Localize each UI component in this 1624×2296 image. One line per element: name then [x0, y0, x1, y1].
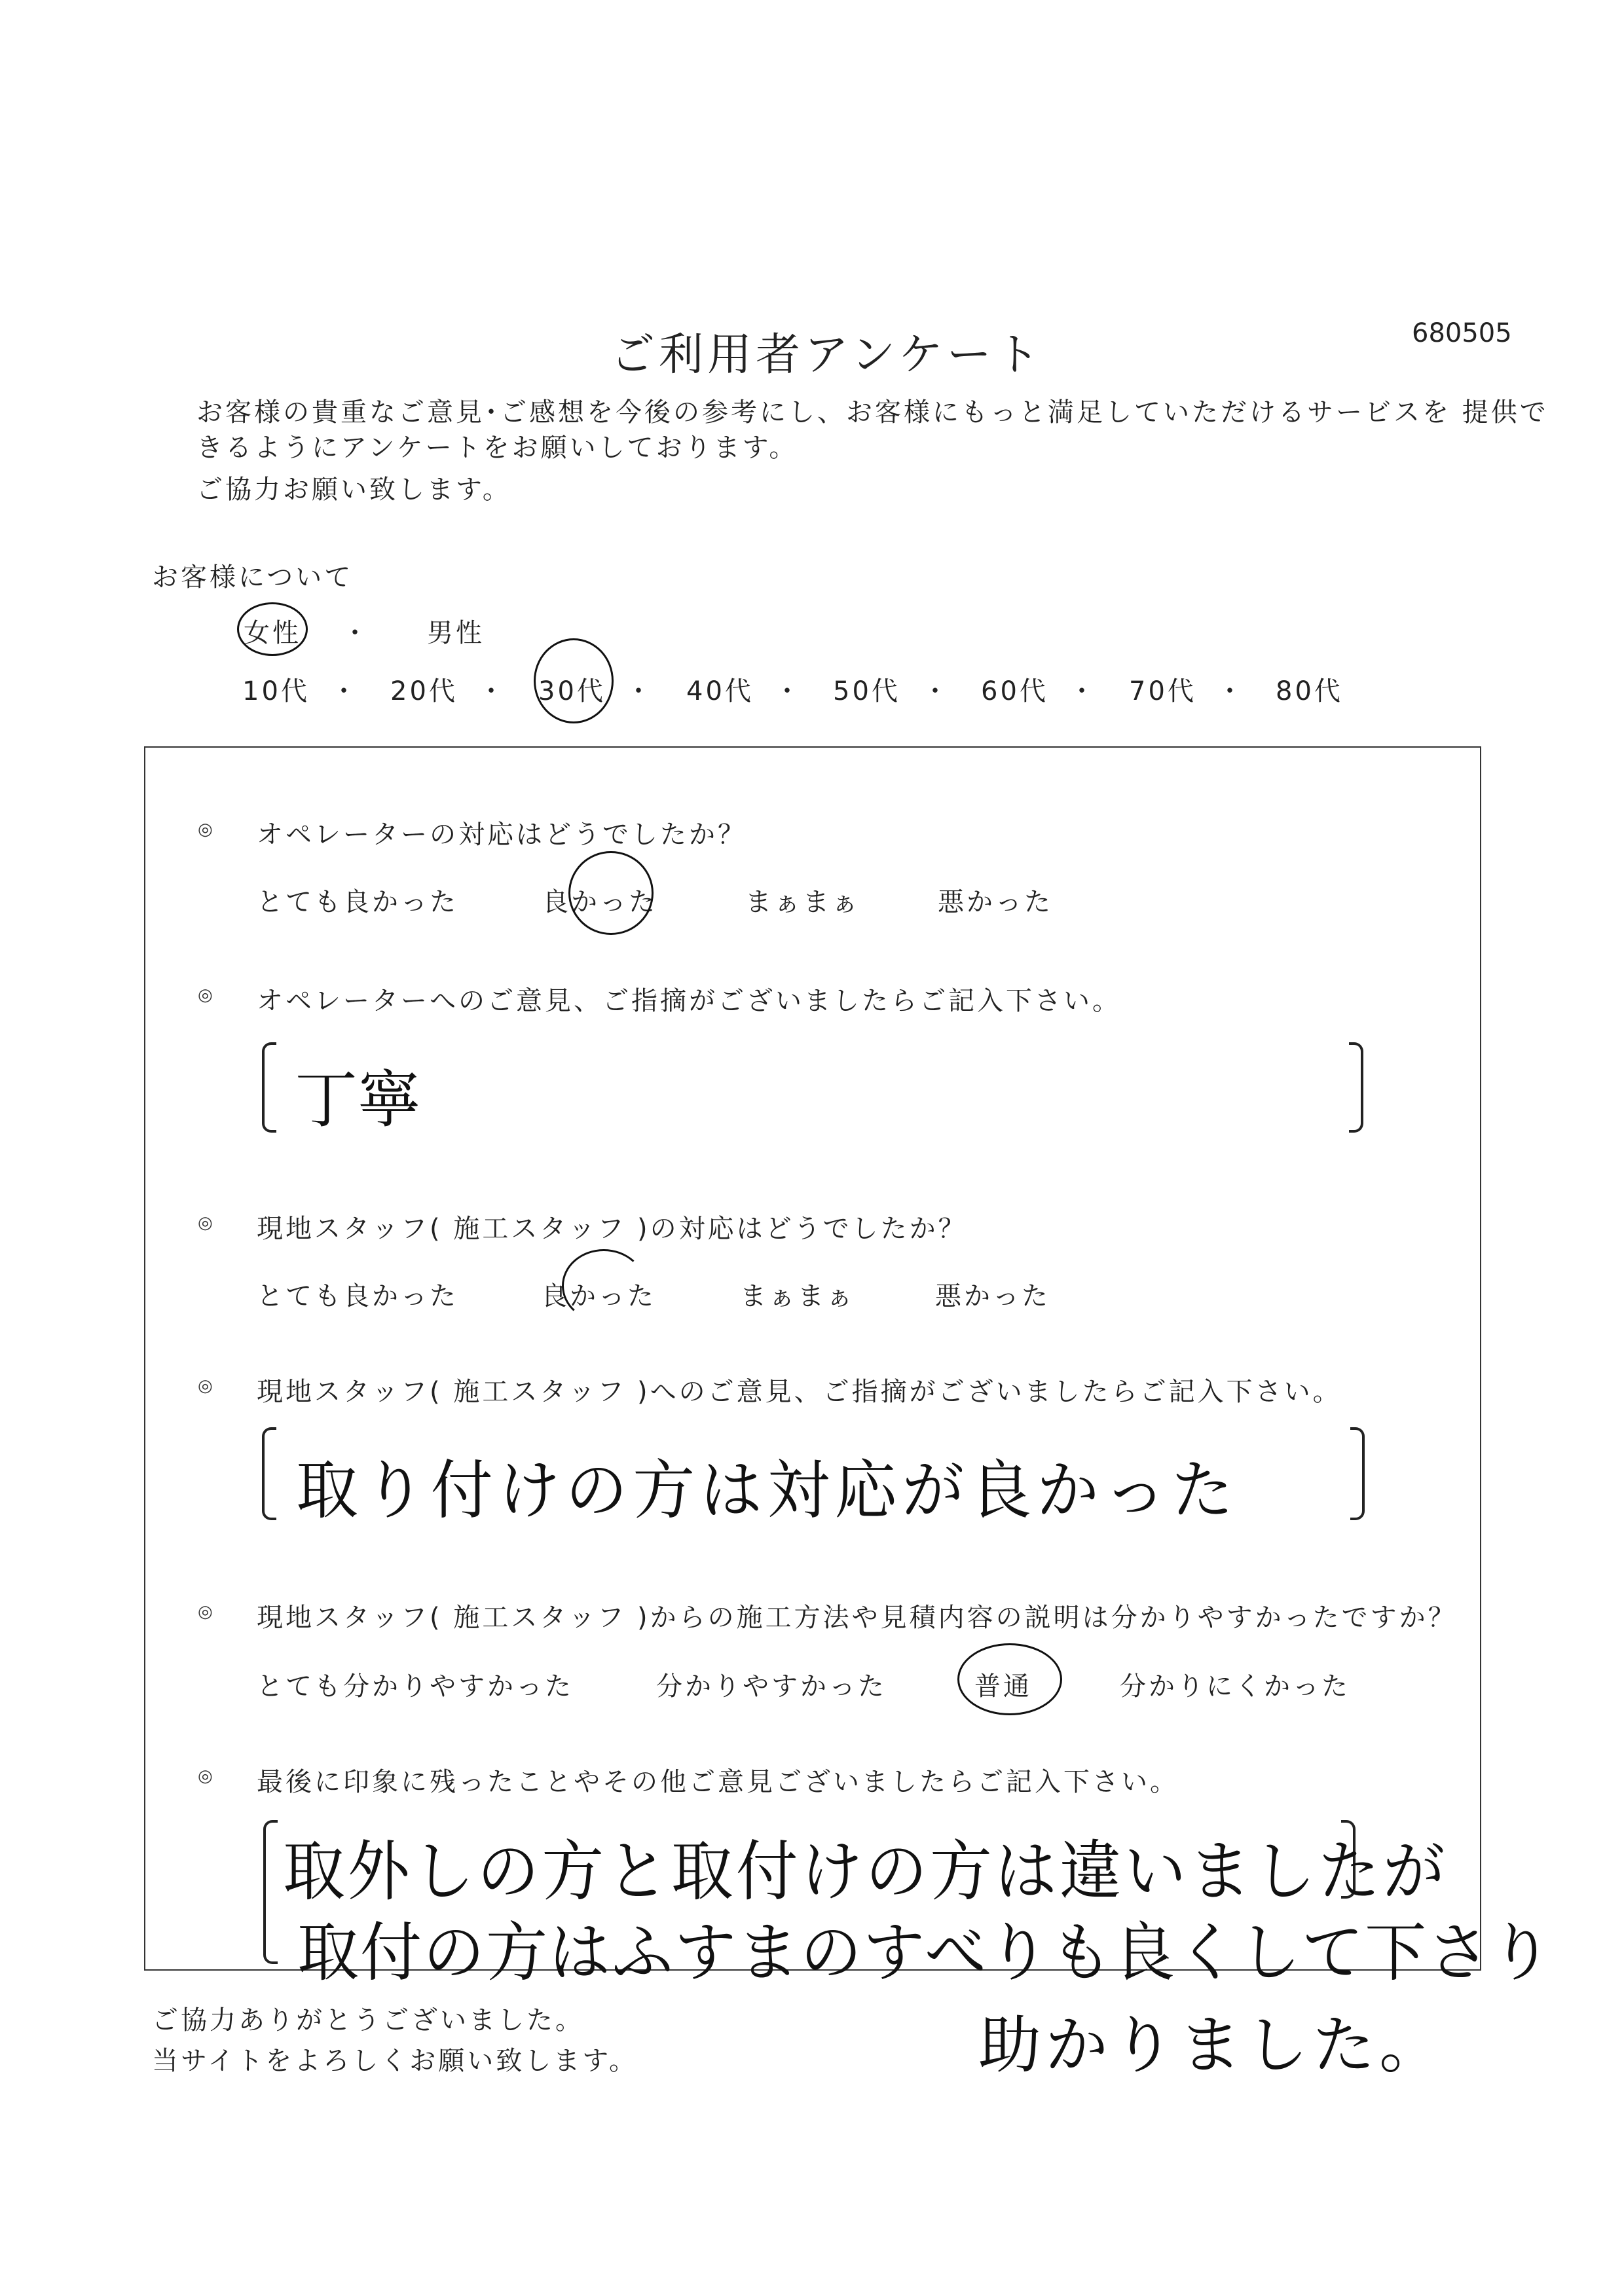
q6-text: 最後に印象に残ったことやその他ご意見ございましたらご記入下さい。	[257, 1767, 1179, 1797]
q4-answer-bracket-left	[262, 1427, 276, 1520]
customer-heading: お客様について	[152, 562, 354, 592]
q1-option-bad[interactable]: 悪かった	[938, 887, 1053, 917]
q2-bullet: ◎	[198, 985, 213, 1005]
q5-option-clear[interactable]: 分かりやすかった	[656, 1671, 887, 1702]
age-option-20s[interactable]: 20代	[390, 676, 458, 706]
q6-answer-line-1: 取外しの方と取付けの方は違いましたが	[283, 1833, 1448, 1910]
age-separator: ・	[625, 676, 654, 706]
age-option-10s[interactable]: 10代	[242, 676, 310, 706]
q4-bullet: ◎	[198, 1376, 213, 1396]
age-option-40s[interactable]: 40代	[686, 676, 754, 706]
q2-answer-bracket-left	[262, 1042, 276, 1133]
q3-bullet: ◎	[198, 1213, 213, 1233]
gender-selection-circle	[237, 602, 308, 656]
q4-answer-bracket-right	[1350, 1427, 1365, 1520]
q6-answer-line-3: 助かりました。	[978, 2009, 1446, 2082]
q5-selection-circle	[957, 1643, 1062, 1715]
q5-bullet: ◎	[198, 1602, 213, 1622]
q5-option-normal[interactable]: 普通	[974, 1671, 1032, 1702]
q6-bullet: ◎	[198, 1766, 213, 1786]
footer-line-2: 当サイトをよろしくお願い致します。	[152, 2046, 638, 2076]
age-separator: ・	[1069, 676, 1098, 706]
q1-bullet: ◎	[198, 820, 213, 839]
age-separator: ・	[1217, 676, 1246, 706]
q6-answer-line-2: 取付の方はふすまのすべりも良くして下さり	[297, 1916, 1554, 1990]
age-option-50s[interactable]: 50代	[833, 676, 900, 706]
intro-line-1: お客様の貴重なご意見･ご感想を今後の参考にし、お客様にもっと満足していただけるサービスを 提供で	[196, 397, 1549, 428]
age-option-70s[interactable]: 70代	[1129, 676, 1196, 706]
intro-line-2: きるようにアンケートをお願いしております。	[196, 433, 798, 463]
q5-text: 現地スタッフ( 施工スタッフ )からの施工方法や見積内容の説明は分かりやすかったですか？	[257, 1603, 1457, 1633]
q3-option-bad[interactable]: 悪かった	[935, 1281, 1050, 1311]
age-separator: ・	[331, 676, 360, 706]
age-option-80s[interactable]: 80代	[1276, 676, 1343, 706]
form-id: 680505	[1412, 318, 1512, 348]
q2-answer-handwritten: 丁寧	[295, 1063, 420, 1137]
gender-separator: ・	[342, 618, 371, 648]
q1-option-good[interactable]: 良かった	[542, 887, 657, 917]
q1-text: オペレーターの対応はどうでしたか？	[257, 820, 747, 850]
q1-selection-circle	[568, 851, 654, 935]
q5-option-unclear[interactable]: 分かりにくかった	[1120, 1671, 1350, 1702]
gender-option-female[interactable]: 女性	[244, 618, 301, 648]
page-title: ご利用者アンケート	[610, 329, 1044, 381]
age-option-30s[interactable]: 30代	[538, 676, 606, 706]
intro-line-3: ご協力お願い致します。	[196, 475, 511, 505]
q3-option-very-good[interactable]: とても良かった	[257, 1281, 458, 1311]
q2-answer-bracket-right	[1349, 1042, 1363, 1133]
q3-option-good[interactable]: 良かった	[541, 1281, 656, 1311]
age-selection-circle	[534, 638, 614, 723]
q3-text: 現地スタッフ( 施工スタッフ )の対応はどうでしたか？	[257, 1214, 967, 1244]
age-separator: ・	[478, 676, 507, 706]
footer-line-1: ご協力ありがとうございました。	[152, 2005, 584, 2035]
q4-text: 現地スタッフ( 施工スタッフ )へのご意見、ご指摘がございましたらご記入下さい。	[257, 1377, 1342, 1407]
age-separator: ・	[922, 676, 951, 706]
q3-option-okay[interactable]: まぁまぁ	[740, 1281, 855, 1311]
q6-answer-bracket-left	[263, 1820, 278, 1964]
q4-answer-handwritten: 取り付けの方は対応が良かった	[296, 1453, 1239, 1528]
q5-option-very-clear[interactable]: とても分かりやすかった	[257, 1671, 574, 1702]
q2-text: オペレーターへのご意見、ご指摘がございましたらご記入下さい。	[257, 986, 1121, 1016]
age-option-60s[interactable]: 60代	[981, 676, 1048, 706]
q1-option-very-good[interactable]: とても良かった	[257, 887, 458, 917]
gender-option-male[interactable]: 男性	[427, 618, 485, 648]
q1-option-okay[interactable]: まぁまぁ	[745, 887, 860, 917]
age-separator: ・	[774, 676, 803, 706]
q3-selection-circle	[562, 1249, 646, 1322]
